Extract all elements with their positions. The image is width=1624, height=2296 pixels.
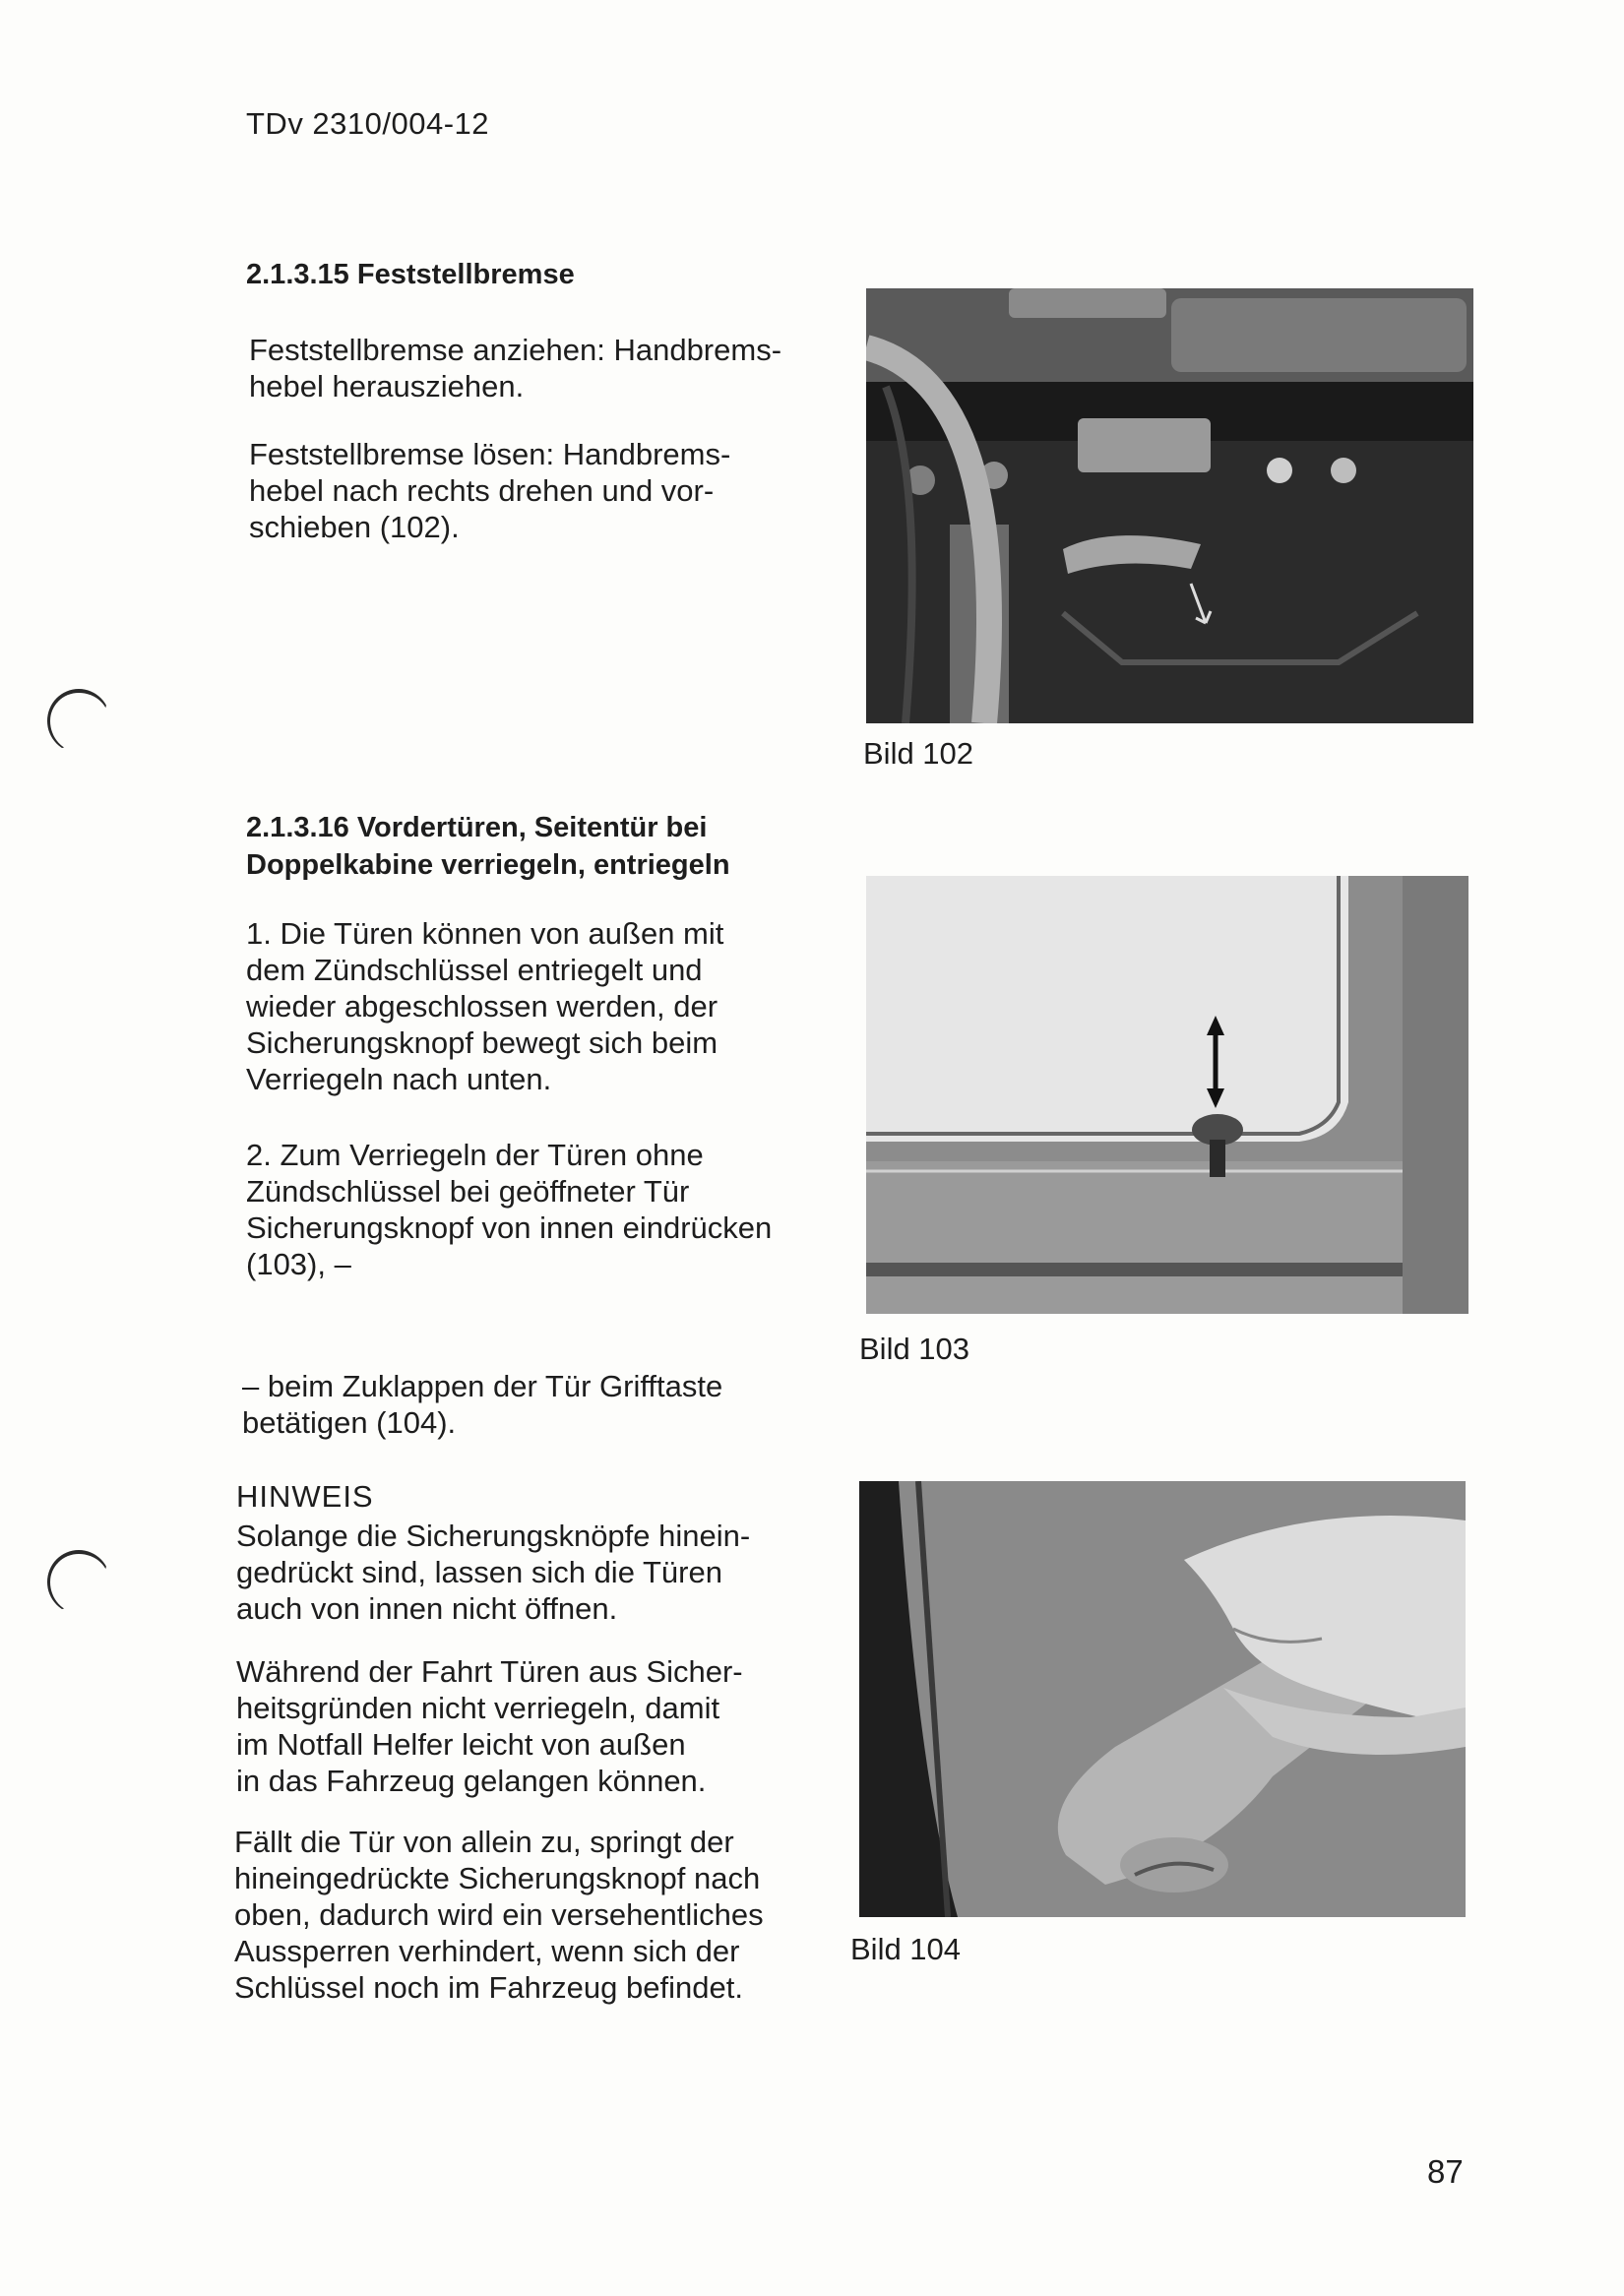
note-paragraph: Fällt die Tür von allein zu, springt der hineingedrückte Sicherungsknopf nach oben, dadurch wird ein versehentliches Aussperren verhindert, wenn sich der Schlüssel noch im Fahrzeug befindet. <box>234 1825 764 2005</box>
paragraph: 1. Die Türen können von außen mit dem Zündschlüssel entriegelt und wieder abgeschlossen werden, der Sicherungsknopf bewegt sich beim Verriegeln nach unten. <box>246 916 724 1096</box>
photo-handbrake <box>866 288 1473 723</box>
paragraph: – beim Zuklappen der Tür Grifftaste betätigen (104). <box>242 1369 723 1440</box>
page-number: 87 <box>1427 2153 1464 2190</box>
figure-caption: Bild 104 <box>850 1932 962 1966</box>
section-heading-feststellbremse: 2.1.3.15 Feststellbremse <box>246 259 575 290</box>
paragraph: Feststellbremse lösen: Handbrems- hebel nach rechts drehen und vor- schieben (102). <box>249 437 731 544</box>
figure-caption: Bild 103 <box>859 1332 970 1366</box>
binder-hole <box>47 1550 110 1614</box>
document-code: TDv 2310/004-12 <box>246 106 490 141</box>
note-paragraph: Während der Fahrt Türen aus Sicher- heitsgründen nicht verriegeln, damit im Notfall Helfer leicht von außen in das Fahrzeug gelangen können. <box>236 1654 743 1798</box>
photo-door-handle <box>859 1481 1466 1917</box>
figure-caption: Bild 102 <box>863 736 974 771</box>
photo-door-lock-knob <box>866 876 1468 1314</box>
note-paragraph: Solange die Sicherungsknöpfe hinein- gedrückt sind, lassen sich die Türen auch von innen nicht öffnen. <box>236 1519 751 1626</box>
binder-hole <box>47 689 110 753</box>
section-heading-vordertueren: 2.1.3.16 Vordertüren, Seitentür bei Doppelkabine verriegeln, entriegeln <box>246 812 730 881</box>
note-title: HINWEIS <box>236 1479 374 1514</box>
paragraph: Feststellbremse anziehen: Handbrems- hebel herausziehen. <box>249 333 782 403</box>
paragraph: 2. Zum Verriegeln der Türen ohne Zündschlüssel bei geöffneter Tür Sicherungsknopf von innen eindrücken (103), – <box>246 1138 773 1281</box>
